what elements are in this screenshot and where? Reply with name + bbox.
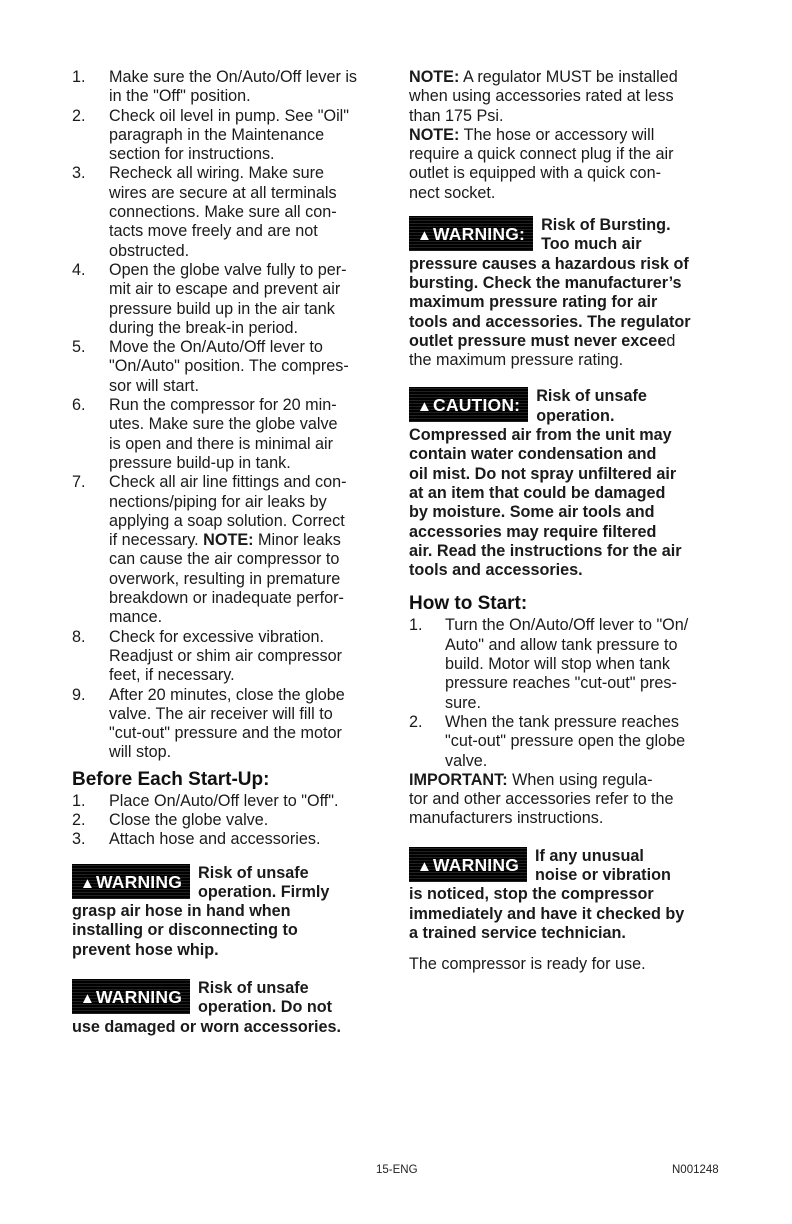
- note-label: NOTE:: [203, 531, 254, 550]
- list-item: 7. Check all air line fittings and con- nections/piping for air leaks by applying a soap solution. Correct if necessary. NOTE: Minor leaks can cause the air compressor to overwork, resulting in premature breakdown or inadequate perfor- mance.: [72, 473, 347, 627]
- warning-badge: ▲WARNING:: [409, 216, 533, 251]
- list-item: 6. Run the compressor for 20 min- utes. Make sure the globe valve is open and there is minimal air pressure build-up in tank.: [72, 396, 338, 472]
- warning-badge: ▲WARNING: [72, 979, 190, 1014]
- list-item: 2. Close the globe valve.: [72, 810, 269, 829]
- warning-hose-whip: ▲WARNING Risk of unsafe operation. Firmly grasp air hose in hand when installing or disconnecting to prevent hose whip.: [72, 863, 330, 959]
- list-item: 8. Check for excessive vibration. Readjust or shim air compressor feet, if necessary.: [72, 627, 342, 685]
- warning-triangle-icon: ▲: [417, 857, 433, 875]
- important-note: IMPORTANT: When using regula- tor and other accessories refer to the manufacturers instructions.: [409, 770, 674, 828]
- list-item: 2. Check oil level in pump. See "Oil" paragraph in the Maintenance section for instructions.: [72, 106, 350, 164]
- caution-unsafe-operation: ▲CAUTION: Risk of unsafe operation. Compressed air from the unit may contain water condensation and oil mist. Do not spray unfiltered air at an item that could be damaged by moisture. Some air tools and accessories may require filtered air. Read the instructions for the air tools and accessories.: [409, 387, 682, 580]
- warning-damaged-accessories: ▲WARNING Risk of unsafe operation. Do not use damaged or worn accessories.: [72, 979, 342, 1036]
- note-quick-connect: NOTE: The hose or accessory will require a quick connect plug if the air outlet is equipped with a quick con- nect socket.: [409, 125, 674, 202]
- before-start-list: [72, 792, 392, 850]
- page-number: 15-ENG: [376, 1164, 418, 1176]
- list-item: 4. Open the globe valve fully to per- mit air to escape and prevent air pressure build up in the air tank during the break-in period.: [72, 260, 347, 337]
- left-column: [72, 68, 392, 1037]
- note-regulator: NOTE: A regulator MUST be installed when using accessories rated at less than 175 Psi.: [409, 68, 678, 125]
- warning-triangle-icon: ▲: [80, 990, 96, 1008]
- document-code: N001248: [672, 1164, 719, 1176]
- list-item: 1. Place On/Auto/Off lever to "Off".: [72, 791, 339, 810]
- warning-badge: ▲WARNING: [409, 847, 527, 882]
- list-item: 9. After 20 minutes, close the globe valve. The air receiver will fill to "cut-out" pressure and the motor will stop.: [72, 685, 345, 762]
- warning-triangle-icon: ▲: [417, 398, 433, 416]
- warning-bursting: ▲WARNING: Risk of Bursting. Too much air pressure causes a hazardous risk of bursting. Check the manufacturer’s maximum pressure rating for air tools and accessories. The regulator outlet pressure must never exceed the maximum pressure rating.: [409, 216, 691, 370]
- how-to-start-list: [409, 616, 739, 770]
- before-start-heading: Before Each Start-Up:: [72, 768, 270, 790]
- list-item: 3. Attach hose and accessories.: [72, 830, 321, 849]
- list-item: 2. When the tank pressure reaches "cut-out" pressure open the globe valve.: [409, 712, 686, 770]
- ready-text: The compressor is ready for use.: [409, 955, 646, 974]
- how-to-start-heading: How to Start:: [409, 593, 528, 615]
- warning-triangle-icon: ▲: [80, 874, 96, 892]
- warning-triangle-icon: ▲: [417, 227, 433, 245]
- warning-badge: ▲WARNING: [72, 864, 190, 899]
- list-item: 5. Move the On/Auto/Off lever to "On/Auto" position. The compres- sor will start.: [72, 338, 349, 395]
- list-item: 3. Recheck all wiring. Make sure wires are secure at all terminals connections. Make sure all con- tacts move freely and are not obstructed.: [72, 164, 337, 260]
- right-column: [409, 68, 739, 974]
- list-item: 1. Make sure the On/Auto/Off lever is in the "Off" position.: [72, 68, 358, 106]
- caution-badge: ▲CAUTION:: [409, 387, 528, 422]
- list-item: 1. Turn the On/Auto/Off lever to "On/ Auto" and allow tank pressure to build. Motor will stop when tank pressure reaches "cut-out" pres- sure.: [409, 616, 689, 712]
- startup-steps-list: [72, 68, 392, 763]
- warning-unusual-noise: ▲WARNING If any unusual noise or vibration is noticed, stop the compressor immediately and have it checked by a trained service technician.: [409, 846, 685, 942]
